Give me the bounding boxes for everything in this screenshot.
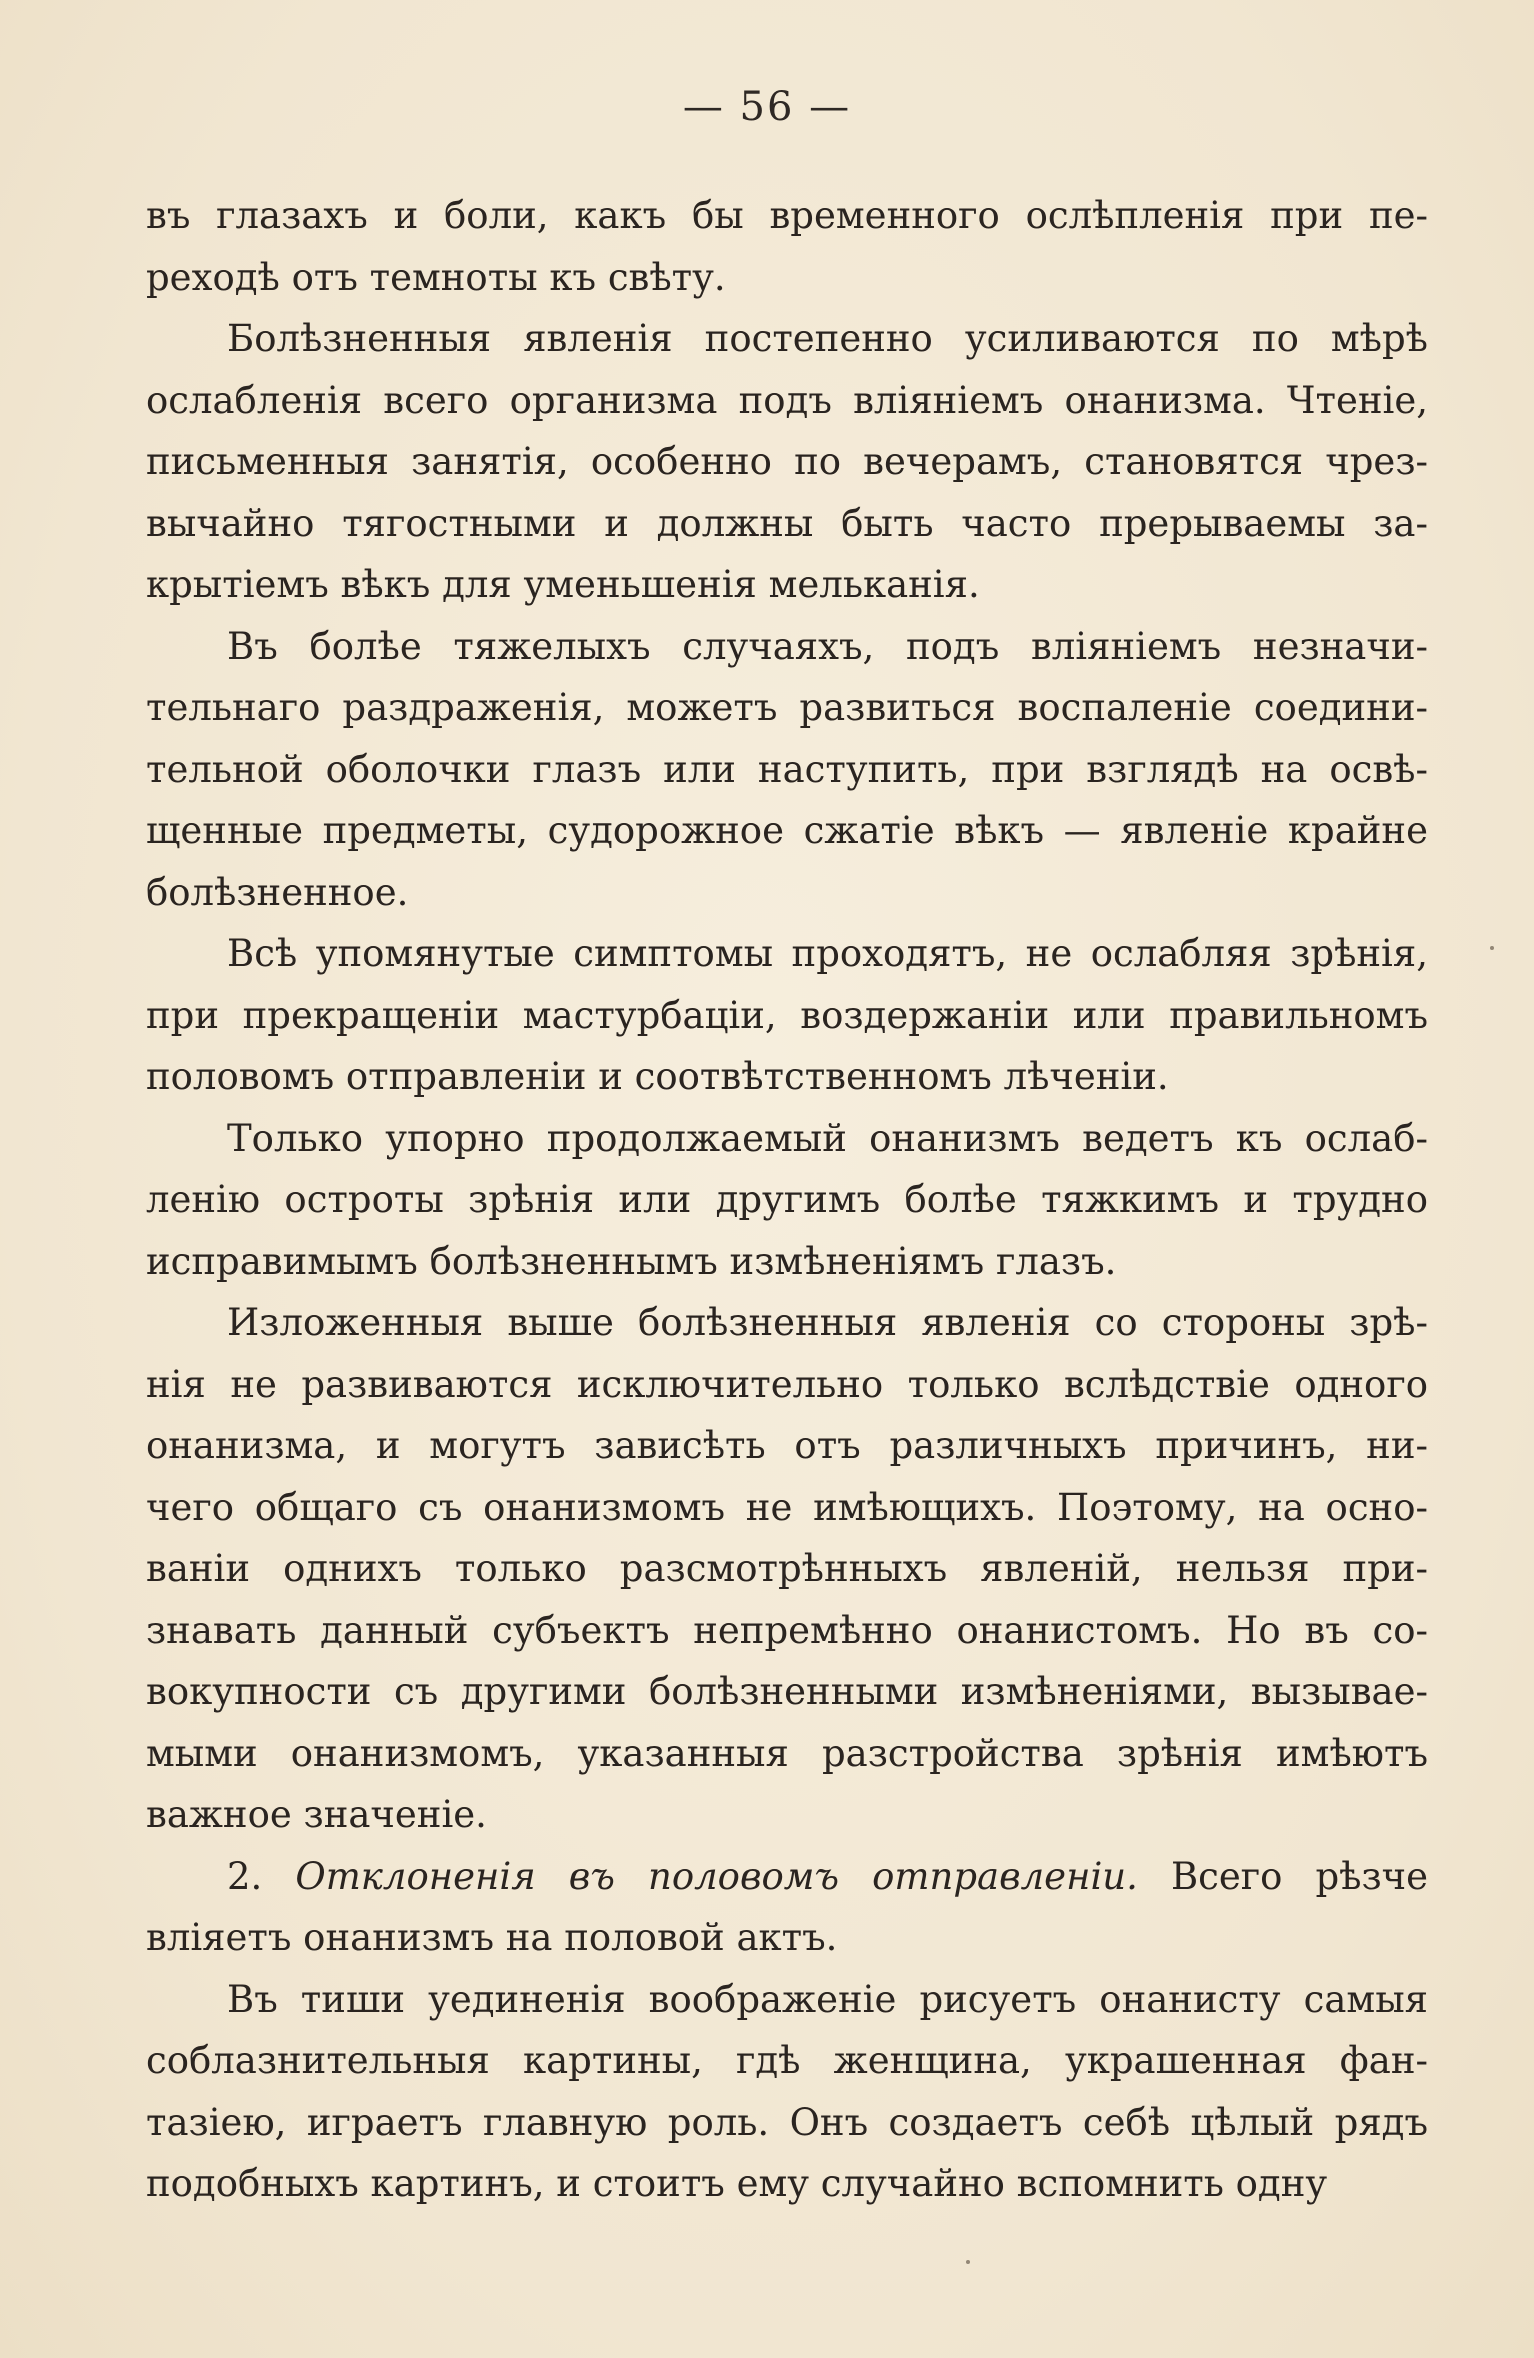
paragraph-line: въ глазахъ и боли, какъ бы временного ослѣпленія при пе- <box>146 194 1428 237</box>
paragraph-line: чего общаго съ онанизмомъ не имѣющихъ. Поэтому, на осно- <box>146 1485 1428 1529</box>
paragraph-line: вліяетъ онанизмъ на половой актъ. <box>146 1916 838 1959</box>
paragraph-line: Всѣ упомянутые симптомы проходятъ, не ослабляя зрѣнія, <box>227 932 1428 975</box>
paragraph-line <box>146 1846 1428 1908</box>
paragraph <box>146 923 1428 1108</box>
paragraph-line: тельнаго раздраженія, можетъ развиться воспаленіе соедини- <box>146 686 1428 729</box>
paragraph-line: мыми онанизмомъ, указанныя разстройства зрѣнія имѣютъ <box>146 1731 1428 1775</box>
paragraph-line: Въ болѣе тяжелыхъ случаяхъ, подъ вліяніемъ незначи- <box>227 624 1428 668</box>
paragraph-line: Въ тиши уединенія воображеніе рисуетъ онанисту самыя <box>227 1977 1428 2021</box>
paragraph-line: нія не развиваются исключительно только вслѣдствіе одного <box>146 1362 1428 1406</box>
paragraph-line: тазіею, играетъ главную роль. Онъ создаетъ себѣ цѣлый рядъ <box>146 2100 1428 2144</box>
paragraph <box>146 1292 1428 1846</box>
paragraph-line: исправимымъ болѣзненнымъ измѣненіямъ глазъ. <box>146 1239 1117 1283</box>
paragraph-line: знавать данный субъектъ непремѣнно онанистомъ. Но въ со- <box>146 1608 1428 1652</box>
paragraph-line: ваніи однихъ только разсмотрѣнныхъ явленій, нельзя при- <box>146 1547 1428 1590</box>
paragraph <box>146 185 1428 308</box>
paragraph-line: тельной оболочки глазъ или наступить, при взглядѣ на освѣ- <box>146 747 1428 791</box>
section-heading: Отклоненія въ половомъ отправленіи. <box>295 1854 1138 1898</box>
paragraph-line: болѣзненное. <box>146 870 409 914</box>
paper-speck <box>966 2260 970 2264</box>
paragraph-line: ленію остроты зрѣнія или другимъ болѣе тяжкимъ и трудно <box>146 1178 1428 1221</box>
paragraph-line: вокупности съ другими болѣзненными измѣненіями, вызывае- <box>146 1670 1428 1713</box>
paragraph <box>146 1969 1428 2215</box>
paragraph <box>146 308 1428 616</box>
paragraph-line: Только упорно продолжаемый онанизмъ ведетъ къ ослаб- <box>227 1116 1428 1160</box>
paragraph <box>146 616 1428 924</box>
paragraph <box>146 1108 1428 1293</box>
paragraph-line: ослабленія всего организма подъ вліяніемъ онанизма. Чтеніе, <box>146 378 1428 422</box>
paragraph-line: щенные предметы, судорожное сжатіе вѣкъ — явленіе крайне <box>146 809 1428 852</box>
body-text <box>146 185 1428 2215</box>
paper-speck <box>1490 946 1494 950</box>
section-heading-rest: Всего рѣзче <box>1170 1854 1428 1898</box>
paragraph-line: половомъ отправленіи и соотвѣтственномъ лѣченіи. <box>146 1055 1169 1098</box>
paragraph-line: соблазнительныя картины, гдѣ женщина, украшенная фан- <box>146 2039 1428 2082</box>
paragraph-line: важное значеніе. <box>146 1793 487 1836</box>
paragraph-line: письменныя занятія, особенно по вечерамъ, становятся чрез- <box>146 440 1428 483</box>
paragraph-line: при прекращеніи мастурбаціи, воздержаніи или правильномъ <box>146 993 1428 1037</box>
paragraph-line: подобныхъ картинъ, и стоитъ ему случайно вспомнить одну <box>146 2162 1328 2205</box>
page-number: — 56 — <box>682 84 852 130</box>
paragraph-line: реходѣ отъ темноты къ свѣту. <box>146 255 726 299</box>
paragraph-line: вычайно тягостными и должны быть часто прерываемы за- <box>146 501 1428 545</box>
section-number: 2. <box>227 1854 263 1898</box>
paragraph <box>146 1846 1428 1969</box>
paragraph-line: онанизма, и могутъ зависѣть отъ различныхъ причинъ, ни- <box>146 1424 1428 1467</box>
paragraph-line: Болѣзненныя явленія постепенно усиливаются по мѣрѣ <box>227 317 1428 360</box>
paragraph-line: Изложенныя выше болѣзненныя явленія со стороны зрѣ- <box>227 1301 1428 1344</box>
paragraph-line: крытіемъ вѣкъ для уменьшенія мельканія. <box>146 563 980 606</box>
